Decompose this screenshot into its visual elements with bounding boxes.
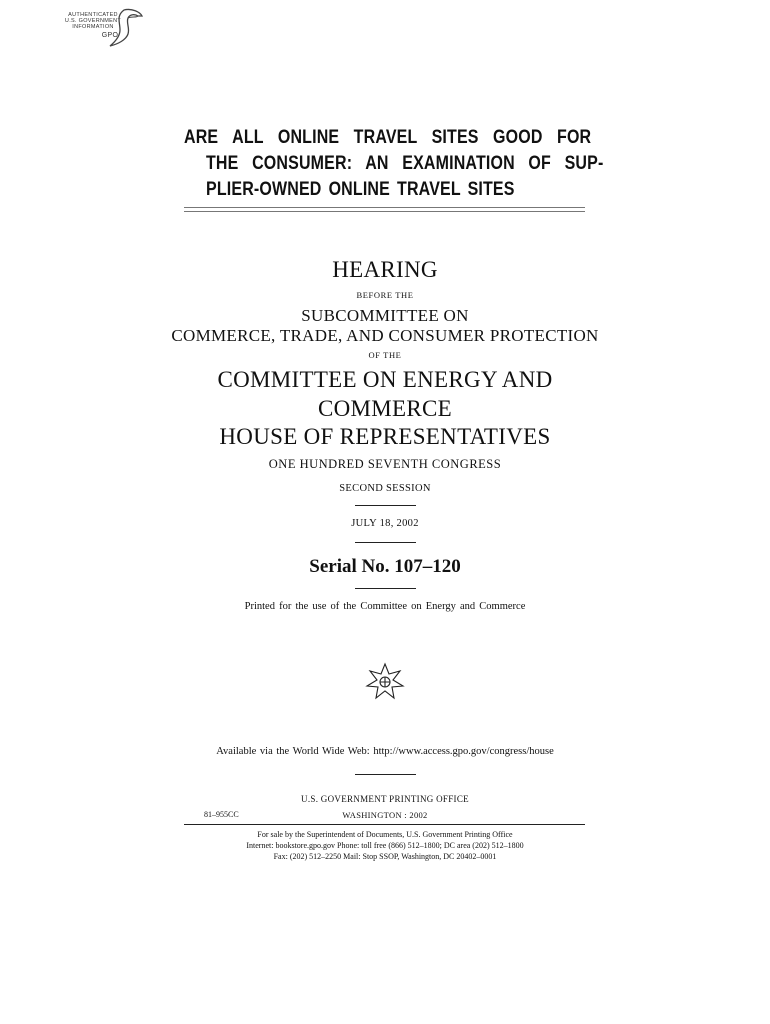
gpo-star-emblem-icon	[365, 662, 405, 702]
title-line-3: PLIER-OWNED ONLINE TRAVEL SITES	[206, 178, 515, 200]
sale-line-2: Internet: bookstore.gpo.gov Phone: toll free (866) 512–1800; DC area (202) 512–1800	[246, 841, 524, 850]
web-rule	[355, 774, 416, 775]
footer-rule	[184, 824, 585, 825]
web-availability-note: Available via the World Wide Web: http://www.access.gpo.gov/congress/house	[216, 746, 554, 757]
serial-rule	[355, 588, 416, 589]
seal-gpo-mark: GPO	[101, 32, 119, 39]
committee-line-2: COMMERCE	[317, 396, 453, 421]
job-number: 81–955CC	[204, 810, 239, 819]
subcommittee-line-1: SUBCOMMITTEE ON	[301, 306, 469, 325]
of-the-label: OF THE	[368, 350, 402, 360]
printing-office: U.S. GOVERNMENT PRINTING OFFICE	[301, 794, 469, 804]
title-line-1: ARE ALL ONLINE TRAVEL SITES GOOD FOR	[184, 126, 592, 148]
gpo-authentication-seal	[62, 6, 148, 50]
seal-line-3: INFORMATION	[72, 24, 114, 30]
before-the-label: BEFORE THE	[356, 290, 414, 300]
eagle-icon	[102, 6, 148, 48]
hearing-heading: HEARING	[332, 257, 438, 282]
session-label: SECOND SESSION	[339, 483, 431, 494]
title-rule-top	[184, 207, 585, 208]
printed-for-note: Printed for the use of the Committee on Energy and Commerce	[244, 601, 526, 612]
sale-line-3: Fax: (202) 512–2250 Mail: Stop SSOP, Washington, DC 20402–0001	[273, 852, 497, 861]
hearing-date: JULY 18, 2002	[351, 518, 419, 529]
seal-line-2: U.S. GOVERNMENT	[64, 18, 122, 24]
title-rule-bottom	[184, 211, 585, 212]
committee-line-1: COMMITTEE ON ENERGY AND	[217, 367, 553, 392]
seal-line-1: AUTHENTICATED	[68, 12, 118, 18]
title-line-2: THE CONSUMER: AN EXAMINATION OF SUP-	[206, 152, 604, 174]
printing-location: WASHINGTON : 2002	[342, 810, 428, 820]
sale-line-1: For sale by the Superintendent of Documents, U.S. Government Printing Office	[257, 830, 513, 839]
serial-number: Serial No. 107–120	[309, 556, 461, 577]
congress-label: ONE HUNDRED SEVENTH CONGRESS	[268, 457, 502, 471]
subcommittee-line-2: COMMERCE, TRADE, AND CONSUMER PROTECTION	[171, 326, 599, 345]
session-rule	[355, 505, 416, 506]
date-rule	[355, 542, 416, 543]
house-heading: HOUSE OF REPRESENTATIVES	[219, 424, 551, 449]
